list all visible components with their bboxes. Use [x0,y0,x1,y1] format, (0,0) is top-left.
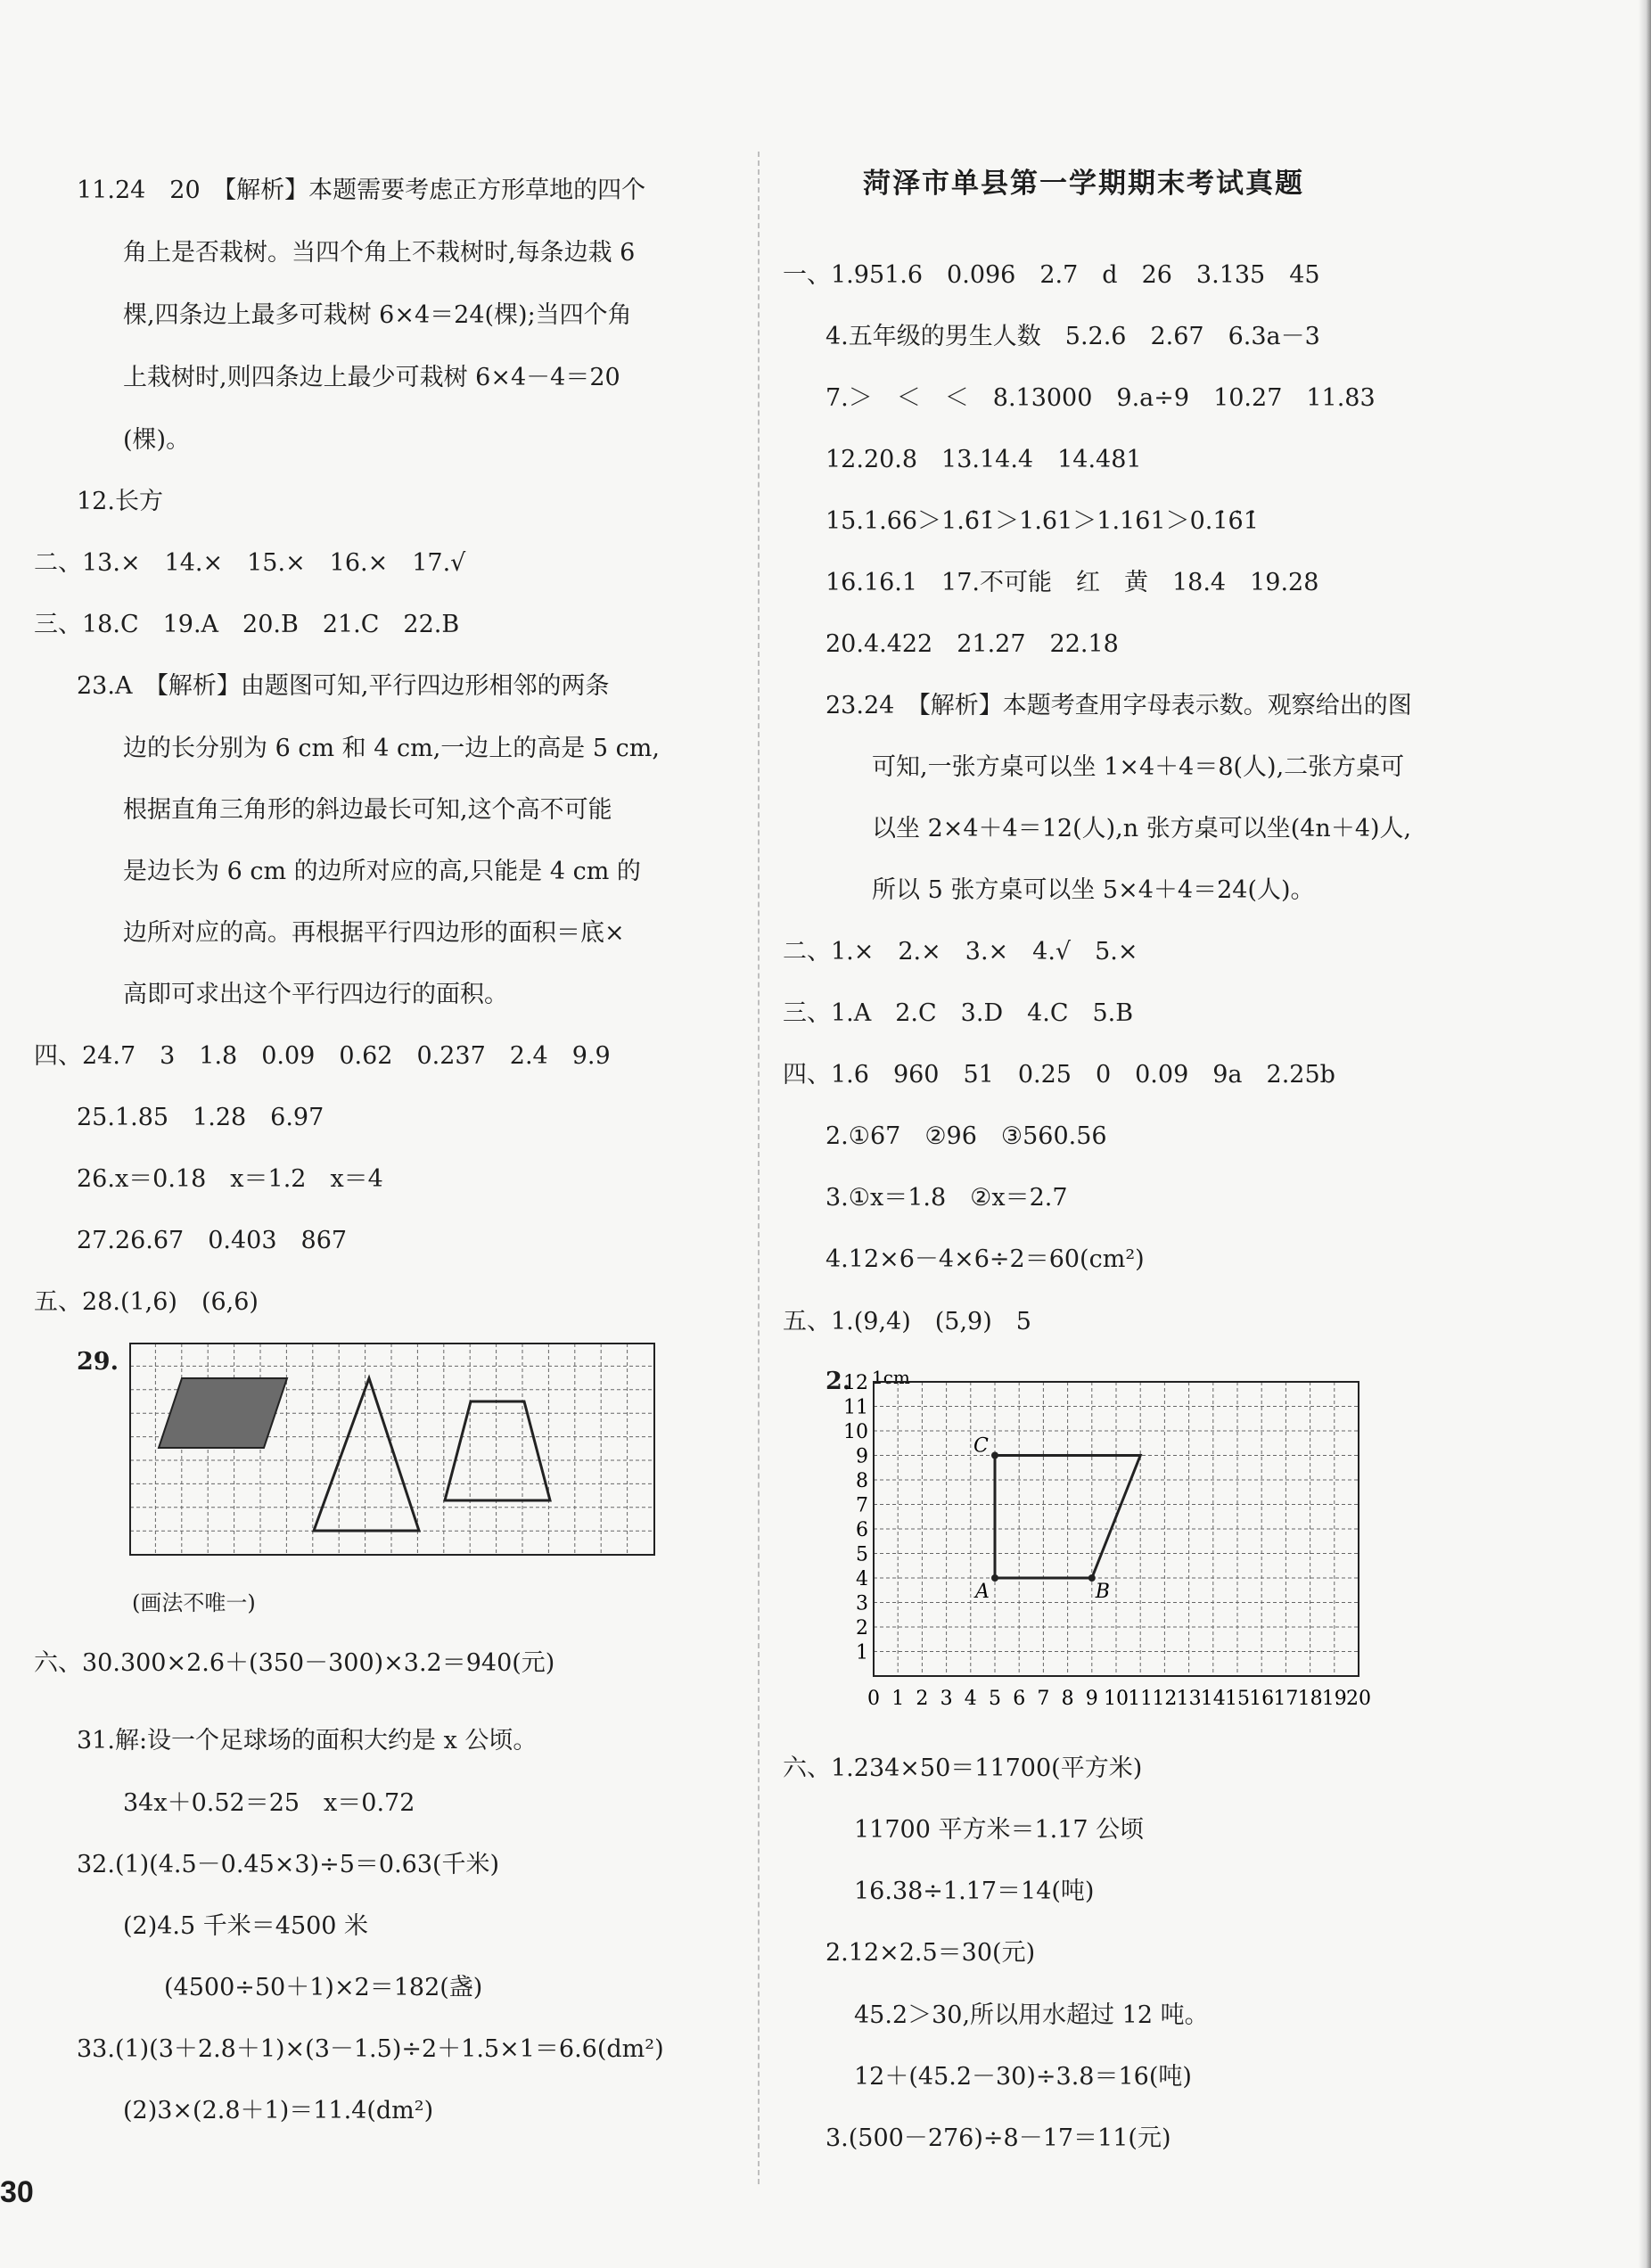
r-section-3: 三、1.A 2.C 3.D 4.C 5.B [783,999,1134,1027]
r-s4-answer-3: 3.①x＝1.8 ②x＝2.7 [826,1184,1068,1212]
y-tick-label: 7 [856,1494,868,1517]
label-b: B [1095,1581,1110,1603]
answer-23-cont-1: 边的长分别为 6 cm 和 4 cm,一边上的高是 5 cm, [123,735,660,762]
page-edge-shadow [1639,0,1651,2268]
x-tick-label: 7 [1037,1688,1050,1710]
triangle-shape [314,1378,419,1531]
x-tick-label: 5 [989,1688,1001,1710]
r-answer-23-cont-3: 所以 5 张方桌可以坐 5×4＋4＝24(人)。 [872,876,1315,904]
answer-30: 六、30.300×2.6＋(350－300)×3.2＝940(元) [34,1649,555,1677]
y-tick-label: 11 [843,1396,868,1419]
x-tick-label: 17 [1273,1688,1299,1710]
x-tick-label: 13 [1176,1688,1202,1710]
r-answer-23-cont-1: 可知,一张方桌可以坐 1×4＋4＝8(人),二张方桌可 [872,753,1405,781]
x-tick-label: 18 [1297,1688,1323,1710]
x-tick-label: 1 [891,1688,905,1710]
r-s4-answer-4: 4.12×6－4×6÷2＝60(cm²) [826,1245,1145,1273]
r-answer-20: 20.4.422 21.27 22.18 [826,630,1119,658]
column-divider [758,152,760,2184]
r-section-6: 六、1.234×50＝11700(平方米) [783,1754,1143,1782]
answer-11-cont-2: 棵,四条边上最多可栽树 6×4＝24(棵);当四个角 [123,301,632,329]
x-tick-label: 14 [1200,1688,1226,1710]
answer-23-cont-2: 根据直角三角形的斜边最长可知,这个高不可能 [123,796,612,824]
r-answer-15: 15.1.66＞1.6̇1̇＞1.61＞1.161＞0.1̇6̇1̇ [826,507,1259,535]
r-section-4: 四、1.6 960 51 0.25 0 0.09 9a 2.25b [783,1061,1335,1089]
x-tick-label: 19 [1321,1688,1347,1710]
r-s6-answer-1-cont-2: 16.38÷1.17＝14(吨) [854,1878,1095,1905]
x-tick-label: 4 [964,1688,977,1710]
r-s6-answer-1-cont-1: 11700 平方米＝1.17 公顷 [854,1816,1145,1844]
y-tick-label: 8 [856,1470,868,1492]
drawing-note: (画法不唯一) [132,1590,256,1615]
r-s5-answer-2-label: 2. [826,1368,851,1395]
answer-23-cont-3: 是边长为 6 cm 的边所对应的高,只能是 4 cm 的 [123,858,641,885]
unit-label: 1cm [872,1367,910,1388]
label-a: A [975,1581,990,1603]
r-s6-answer-2-cont-2: 12＋(45.2－30)÷3.8＝16(吨) [854,2063,1192,2091]
answer-27: 27.26.67 0.403 867 [77,1227,348,1254]
x-tick-label: 3 [940,1688,953,1710]
r-s6-answer-2: 2.12×2.5＝30(元) [826,1939,1036,1967]
y-tick-label: 5 [856,1543,868,1566]
answer-12: 12.长方 [77,488,163,515]
answer-33-cont: (2)3×(2.8＋1)＝11.4(dm²) [123,2097,434,2124]
answer-11: 11.24 20 【解析】本题需要考虑正方形草地的四个 [77,177,646,204]
grid-figure-29 [129,1343,655,1557]
r-s6-answer-2-cont-1: 45.2＞30,所以用水超过 12 吨。 [854,2001,1209,2029]
answer-11-cont-4: (棵)。 [123,426,191,454]
r-section-1: 一、1.951.6 0.096 2.7 d 26 3.135 45 [783,261,1320,289]
section-2-answers: 二、13.× 14.× 15.× 16.× 17.√ [34,549,466,577]
answer-28: 五、28.(1,6) (6,6) [34,1288,259,1316]
answer-23-cont-4: 边所对应的高。再根据平行四边形的面积＝底× [123,919,625,947]
answer-23-cont-5: 高即可求出这个平行四边行的面积。 [123,981,508,1008]
answer-32: 32.(1)(4.5－0.45×3)÷5＝0.63(千米) [77,1851,500,1878]
answer-31-cont: 34x＋0.52＝25 x＝0.72 [123,1789,415,1817]
coordinate-grid-figure [843,1364,1382,1730]
x-tick-label: 8 [1061,1688,1074,1710]
answer-23: 23.A 【解析】由题图可知,平行四边形相邻的两条 [77,672,610,700]
x-tick-label: 16 [1249,1688,1275,1710]
x-tick-label: 15 [1225,1688,1250,1710]
parallelogram-shape [159,1378,287,1448]
answer-11-cont-3: 上栽树时,则四条边上最少可栽树 6×4－4＝20 [123,364,620,391]
point-b [1088,1574,1096,1582]
answer-26: 26.x＝0.18 x＝1.2 x＝4 [77,1165,383,1193]
r-s4-answer-2: 2.①67 ②96 ③560.56 [826,1122,1107,1150]
answer-11-cont-1: 角上是否栽树。当四个角上不栽树时,每条边栽 6 [123,239,636,267]
page-number: 30 [0,2175,34,2209]
y-tick-label: 4 [856,1568,868,1590]
y-tick-label: 2 [856,1617,868,1639]
y-tick-label: 6 [856,1519,868,1541]
r-answer-23-cont-2: 以坐 2×4＋4＝12(人),n 张方桌可以坐(4n＋4)人, [872,815,1412,842]
x-tick-label: 11 [1128,1688,1154,1710]
x-tick-label: 2 [916,1688,929,1710]
r-section-2: 二、1.× 2.× 3.× 4.√ 5.× [783,938,1138,966]
x-tick-label: 6 [1013,1688,1026,1710]
trapezoid-shape [445,1401,550,1500]
y-tick-label: 12 [843,1372,868,1394]
y-tick-label: 9 [856,1445,868,1468]
r-answer-4: 4.五年级的男生人数 5.2.6 2.67 6.3a－3 [826,323,1320,350]
r-s6-answer-3: 3.(500－276)÷8－17＝11(元) [826,2124,1171,2152]
x-tick-label: 9 [1085,1688,1098,1710]
y-tick-label: 1 [856,1641,868,1664]
answer-25: 25.1.85 1.28 6.97 [77,1104,324,1131]
r-answer-23: 23.24 【解析】本题考查用字母表示数。观察给出的图 [826,692,1412,719]
point-a [991,1574,998,1582]
label-c: C [973,1434,989,1458]
r-answer-16: 16.16.1 17.不可能 红 黄 18.4 19.28 [826,569,1319,596]
x-tick-label: 20 [1346,1688,1371,1710]
x-tick-label: 0 [867,1688,880,1710]
answer-24: 四、24.7 3 1.8 0.09 0.62 0.237 2.4 9.9 [34,1042,611,1070]
exam-title: 菏泽市单县第一学期期末考试真题 [863,168,1304,200]
section-3-answers: 三、18.C 19.A 20.B 21.C 22.B [34,611,460,638]
point-c [991,1452,998,1459]
answer-33: 33.(1)(3＋2.8＋1)×(3－1.5)÷2＋1.5×1＝6.6(dm²) [77,2035,664,2063]
r-section-5: 五、1.(9,4) (5,9) 5 [783,1308,1031,1335]
y-tick-label: 3 [856,1592,868,1615]
answer-29-label: 29. [77,1348,119,1376]
r-answer-12: 12.20.8 13.14.4 14.481 [826,446,1142,473]
answer-31: 31.解:设一个足球场的面积大约是 x 公顷。 [77,1727,538,1754]
y-tick-label: 10 [843,1421,868,1443]
x-tick-label: 10 [1104,1688,1129,1710]
answer-32-cont-1: (2)4.5 千米＝4500 米 [123,1912,369,1940]
answer-32-cont-2: (4500÷50＋1)×2＝182(盏) [164,1974,483,2001]
r-answer-7: 7.＞ ＜ ＜ 8.13000 9.a÷9 10.27 11.83 [826,384,1376,412]
x-tick-label: 12 [1152,1688,1178,1710]
